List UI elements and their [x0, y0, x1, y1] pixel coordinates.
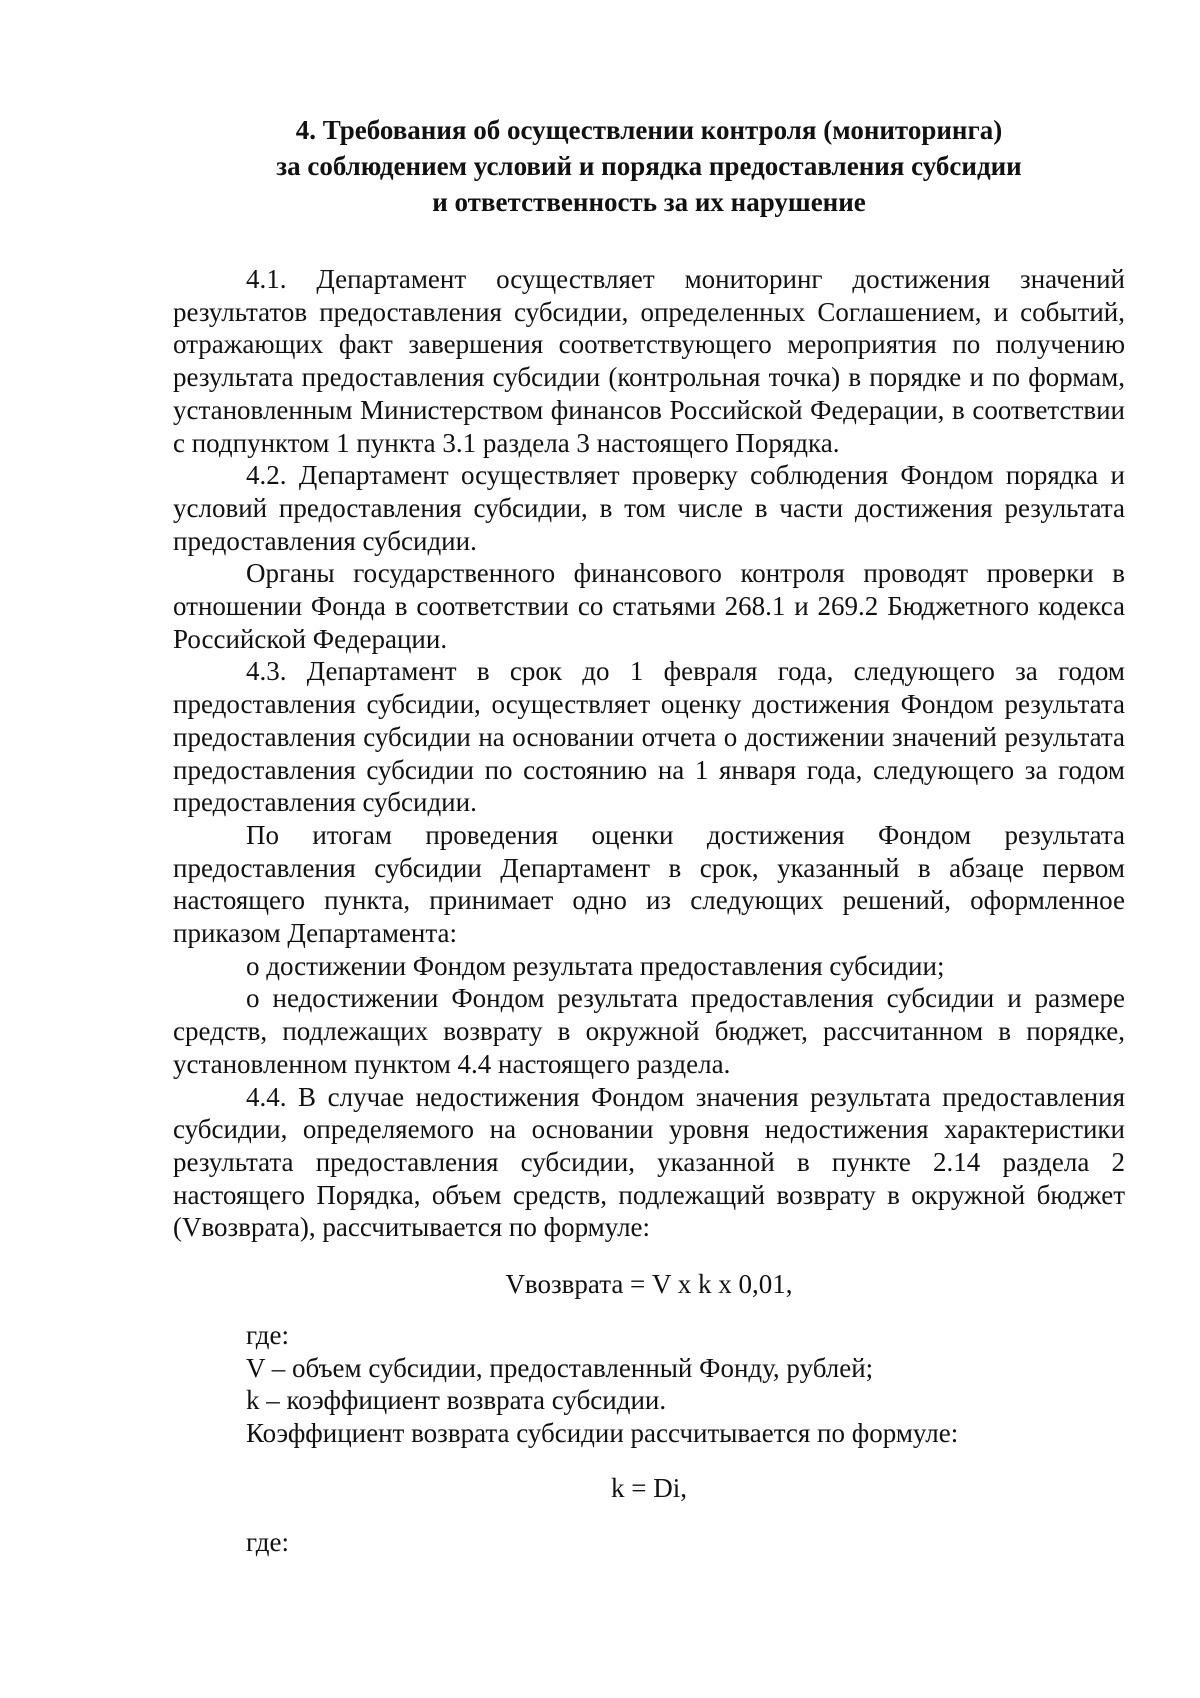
paragraph-4-1: 4.1. Департамент осуществляет мониторинг достижения значений результатов предоставления субсидии, определенных Соглашением, и событий, отражающих факт завершения соответствующего мероприятия по получению результата предоставления субсидии (контрольная точка) в порядке и по формам, установленным Министерством финансов Российской Федерации, в соответствии с подпунктом 1 пункта 3.1 раздела 3 настоящего Порядка. — [173, 264, 1125, 458]
paragraph-4-4: 4.4. В случае недостижения Фондом значения результата предоставления субсидии, определяемого на основании уровня недостижения характеристики результата предоставления субсидии, указанной в пункте 2.14 раздела 2 настоящего Порядка, объем средств, подлежащий возврату в окружной бюджет (Vвозврата), рассчитывается по формуле: — [173, 1081, 1125, 1243]
coefficient-intro: Коэффициент возврата субсидии рассчитывается по формуле: — [246, 1417, 959, 1448]
definition-v: V – объем субсидии, предоставленный Фонду, рублей; — [246, 1352, 874, 1383]
section-heading — [173, 112, 1125, 220]
where-label-2: где: — [246, 1527, 289, 1558]
paragraph-4-2: 4.2. Департамент осуществляет проверку соблюдения Фондом порядка и условий предоставления субсидии, в том числе в части достижения результата предоставления субсидии. — [173, 460, 1125, 556]
document-page — [173, 112, 1125, 1559]
paragraph-4-3-not-achieved: о недостижении Фондом результата предоставления субсидии и размере средств, подлежащих возврату в окружной бюджет, рассчитанном в порядке, установленном пунктом 4.4 настоящего раздела. — [173, 983, 1125, 1079]
paragraph-4-3: 4.3. Департамент в срок до 1 февраля года, следующего за годом предоставления субсидии, осуществляет оценку достижения Фондом результата предоставления субсидии на основании отчета о достижении значений результата предоставления субсидии по состоянию на 1 января года, следующего за годом предоставления субсидии. — [173, 656, 1125, 818]
paragraph-4-2-control: Органы государственного финансового контроля проводят проверки в отношении Фонда в соответствии со статьями 268.1 и 269.2 Бюджетного кодекса Российской Федерации. — [173, 558, 1125, 654]
heading-line-1: 4. Требования об осуществлении контроля (мониторинга) — [295, 115, 1003, 145]
heading-line-3: и ответственность за их нарушение — [432, 187, 866, 217]
paragraph-4-3-decisions: По итогам проведения оценки достижения Фондом результата предоставления субсидии Департамент в срок, указанный в абзаце первом настоящего пункта, принимает одно из следующих решений, оформленное приказом Департамента: — [173, 819, 1125, 949]
return-volume-formula: Vвозврата = V x k x 0,01, — [505, 1269, 793, 1300]
coefficient-formula: k = Di, — [611, 1472, 687, 1503]
heading-line-2: за соблюдением условий и порядка предоставления субсидии — [276, 151, 1022, 181]
definition-k: k – коэффициент возврата субсидии. — [246, 1385, 667, 1416]
paragraph-4-3-achieved: о достижении Фондом результата предоставления субсидии; — [246, 950, 945, 981]
where-label-1: где: — [246, 1319, 289, 1350]
